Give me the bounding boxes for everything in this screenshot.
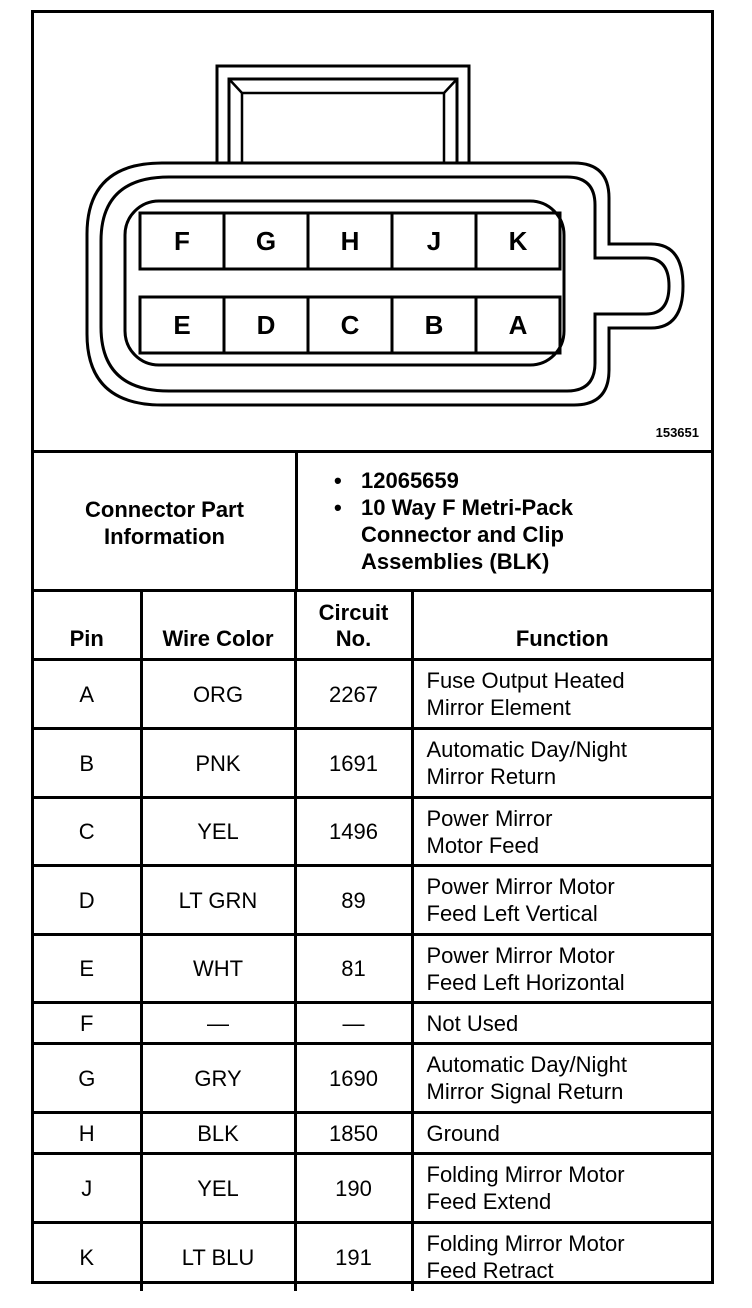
connector-housing-inner-outline bbox=[101, 177, 669, 391]
circuit-no-cell: 1690 bbox=[295, 1044, 412, 1113]
circuit-no-cell: 1850 bbox=[295, 1113, 412, 1154]
bullet-icon: • bbox=[334, 495, 342, 520]
pin-cell: E bbox=[34, 935, 141, 1003]
function-line1: Folding Mirror Motor bbox=[426, 1162, 625, 1187]
header-pin: Pin bbox=[34, 591, 141, 660]
pin-cell: H bbox=[34, 1113, 141, 1154]
function-cell bbox=[412, 1113, 711, 1154]
function-line2: Mirror Element bbox=[426, 695, 571, 720]
wire-color-cell: PNK bbox=[141, 729, 295, 798]
function-cell bbox=[412, 1003, 711, 1044]
connector-part-info-list bbox=[334, 467, 661, 575]
wire-color-cell: BLK bbox=[141, 1113, 295, 1154]
pin-cell: A bbox=[34, 660, 141, 729]
circuit-no-cell: 81 bbox=[295, 935, 412, 1003]
function-cell bbox=[412, 1044, 711, 1113]
wire-color-cell: LT GRN bbox=[141, 866, 295, 935]
circuit-no-cell: 89 bbox=[295, 866, 412, 935]
circuit-no-cell: 190 bbox=[295, 1154, 412, 1223]
pin-cell: D bbox=[34, 866, 141, 935]
figure-number: 153651 bbox=[655, 425, 699, 440]
connector-face-drawing bbox=[34, 13, 711, 447]
header-circuit-line2: No. bbox=[335, 626, 372, 651]
pin-out-table bbox=[34, 589, 711, 1291]
header-wire-color: Wire Color bbox=[141, 591, 295, 660]
function-line2: Feed Left Vertical bbox=[426, 901, 598, 926]
table-row bbox=[34, 1154, 711, 1223]
wire-color-cell: YEL bbox=[141, 798, 295, 866]
header-circuit-no bbox=[295, 591, 412, 660]
pin-cell: G bbox=[34, 1044, 141, 1113]
table-row bbox=[34, 866, 711, 935]
pin-cavity-label: E bbox=[173, 310, 191, 340]
pin-cavity-label: C bbox=[340, 310, 360, 340]
wire-color-cell: GRY bbox=[141, 1044, 295, 1113]
wire-color-cell: ORG bbox=[141, 660, 295, 729]
connector-sheet bbox=[31, 10, 714, 1284]
function-line2: Feed Retract bbox=[426, 1258, 554, 1284]
wire-color-cell: LT BLU bbox=[141, 1223, 295, 1291]
connector-face-diagram bbox=[34, 13, 711, 450]
pin-cell: J bbox=[34, 1154, 141, 1223]
table-row bbox=[34, 660, 711, 729]
function-line1: Fuse Output Heated bbox=[426, 668, 625, 693]
function-line1: Ground bbox=[426, 1120, 500, 1146]
info-label-line2: Information bbox=[103, 523, 225, 549]
wire-color-cell: YEL bbox=[141, 1154, 295, 1223]
header-function: Function bbox=[412, 591, 711, 660]
connector-part-info bbox=[34, 450, 711, 592]
info-label-line1: Connector Part bbox=[85, 496, 244, 522]
wire-color-cell: WHT bbox=[141, 935, 295, 1003]
table-row bbox=[34, 935, 711, 1003]
pin-cell: K bbox=[34, 1223, 141, 1291]
function-line2: Feed Left Horizontal bbox=[426, 969, 625, 995]
function-line1: Not Used bbox=[426, 1010, 519, 1036]
connector-latch bbox=[217, 66, 469, 163]
function-line2: Feed Extend bbox=[426, 1189, 552, 1214]
function-cell bbox=[412, 729, 711, 798]
part-number: 12065659 bbox=[361, 468, 459, 493]
header-circuit-line1: Circuit bbox=[318, 600, 389, 625]
pin-cavity-label: F bbox=[174, 226, 190, 256]
pin-cell: F bbox=[34, 1003, 141, 1044]
function-line1: Power Mirror Motor bbox=[426, 942, 615, 968]
function-line1: Power Mirror bbox=[426, 805, 553, 831]
function-cell bbox=[412, 1223, 711, 1291]
function-line1: Power Mirror Motor bbox=[426, 874, 615, 899]
table-row bbox=[34, 1113, 711, 1154]
function-cell bbox=[412, 1154, 711, 1223]
function-line2: Motor Feed bbox=[426, 832, 539, 858]
function-line1: Automatic Day/Night bbox=[426, 1052, 628, 1077]
circuit-no-cell: 191 bbox=[295, 1223, 412, 1291]
function-line2: Mirror Signal Return bbox=[426, 1079, 624, 1104]
pin-cell: B bbox=[34, 729, 141, 798]
function-line2: Mirror Return bbox=[426, 764, 557, 789]
circuit-no-cell: 2267 bbox=[295, 660, 412, 729]
table-row bbox=[34, 798, 711, 866]
function-line1: Folding Mirror Motor bbox=[426, 1231, 625, 1257]
pin-cell: C bbox=[34, 798, 141, 866]
pin-cavity-label: A bbox=[508, 310, 528, 340]
connector-description: 10 Way F Metri-Pack Connector and Clip Assemblies (BLK) bbox=[361, 495, 573, 574]
table-row bbox=[34, 1223, 711, 1291]
circuit-no-cell: — bbox=[295, 1003, 412, 1044]
function-cell bbox=[412, 866, 711, 935]
function-cell bbox=[412, 798, 711, 866]
pin-cavity-label: B bbox=[424, 310, 444, 340]
function-line1: Automatic Day/Night bbox=[426, 737, 628, 762]
table-row bbox=[34, 1003, 711, 1044]
pin-cavity-label: G bbox=[255, 226, 277, 256]
circuit-no-cell: 1496 bbox=[295, 798, 412, 866]
circuit-no-cell: 1691 bbox=[295, 729, 412, 798]
function-cell bbox=[412, 935, 711, 1003]
table-row bbox=[34, 1044, 711, 1113]
table-row bbox=[34, 729, 711, 798]
pin-cavity-label: H bbox=[340, 226, 360, 256]
pin-cavity-label: K bbox=[508, 226, 528, 256]
bullet-icon: • bbox=[334, 468, 342, 493]
pin-cavity-label: D bbox=[256, 310, 276, 340]
wire-color-cell: — bbox=[141, 1003, 295, 1044]
table-header-row bbox=[34, 591, 711, 660]
connector-part-info-label bbox=[34, 453, 298, 592]
function-cell bbox=[412, 660, 711, 729]
connector-description-item bbox=[334, 494, 661, 575]
pin-cavity-label: J bbox=[426, 226, 442, 256]
part-number-item bbox=[334, 467, 661, 494]
